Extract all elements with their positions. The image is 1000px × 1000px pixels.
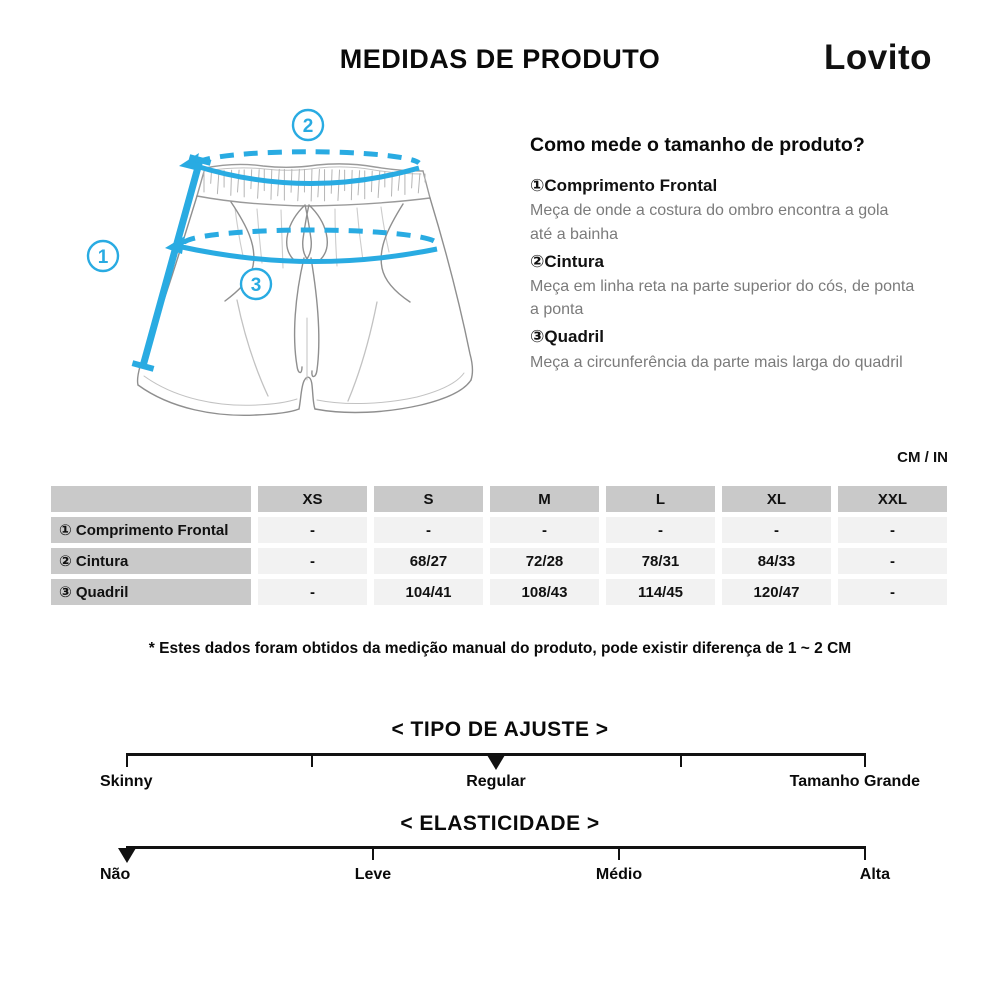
elasticity-label-leve: Leve bbox=[354, 866, 392, 883]
guide-item-cintura bbox=[530, 249, 915, 322]
callout-2 bbox=[293, 110, 323, 140]
table-header-row bbox=[51, 486, 947, 512]
fit-label-grande: Tamanho Grande bbox=[789, 773, 920, 790]
cell-value: 108/43 bbox=[490, 579, 599, 605]
size-table bbox=[44, 481, 954, 610]
unit-label: CM / IN bbox=[897, 449, 948, 466]
fit-tick bbox=[864, 753, 866, 767]
cell-value: 84/33 bbox=[722, 548, 831, 574]
cell-value: 114/45 bbox=[606, 579, 715, 605]
row-label: ③ Quadril bbox=[51, 579, 251, 605]
elasticity-tick bbox=[618, 846, 620, 860]
guide-item-num: ① bbox=[530, 176, 545, 195]
table-corner-cell bbox=[51, 486, 251, 512]
cell-value: - bbox=[606, 517, 715, 543]
cell-value: - bbox=[838, 579, 947, 605]
guide-item-desc: Meça a circunferência da parte mais larga do quadril bbox=[530, 353, 903, 371]
col-header-s: S bbox=[374, 486, 483, 512]
col-header-xxl: XXL bbox=[838, 486, 947, 512]
guide-item-num: ② bbox=[530, 251, 545, 271]
callout-1 bbox=[88, 241, 118, 271]
brand-logo: Lovito bbox=[824, 38, 932, 77]
svg-text:1: 1 bbox=[97, 247, 109, 268]
elasticity-tick bbox=[372, 846, 374, 860]
fit-scale-title: < TIPO DE AJUSTE > bbox=[391, 718, 609, 741]
fit-tick bbox=[126, 753, 128, 767]
guide-item-desc: Meça em linha reta na parte superior do cós, de ponta a ponta bbox=[530, 278, 915, 319]
row-label: ② Cintura bbox=[51, 548, 251, 574]
guide-item-desc: Meça de onde a costura do ombro encontra a gola até a bainha bbox=[530, 202, 889, 243]
row-label: ① Comprimento Frontal bbox=[51, 517, 251, 543]
svg-text:3: 3 bbox=[250, 275, 262, 296]
col-header-xl: XL bbox=[722, 486, 831, 512]
fit-label-regular: Regular bbox=[466, 773, 526, 790]
guide-item-name: Comprimento Frontal bbox=[544, 176, 718, 195]
cell-value: - bbox=[838, 517, 947, 543]
elasticity-label-nao: Não bbox=[100, 866, 131, 883]
cell-value: - bbox=[490, 517, 599, 543]
svg-text:2: 2 bbox=[302, 116, 314, 137]
elasticity-tick bbox=[864, 846, 866, 860]
fit-marker bbox=[487, 755, 505, 770]
cell-value: - bbox=[258, 517, 367, 543]
col-header-xs: XS bbox=[258, 486, 367, 512]
table-row bbox=[51, 517, 947, 543]
fit-scale bbox=[100, 753, 920, 813]
cell-value: - bbox=[838, 548, 947, 574]
table-row bbox=[51, 579, 947, 605]
guide-item-name: Quadril bbox=[544, 327, 604, 347]
cell-value: 72/28 bbox=[490, 548, 599, 574]
cell-value: 78/31 bbox=[606, 548, 715, 574]
elasticity-scale-line bbox=[127, 846, 865, 849]
fit-tick bbox=[311, 753, 313, 767]
cell-value: 120/47 bbox=[722, 579, 831, 605]
shorts-diagram bbox=[85, 108, 515, 448]
cell-value: 68/27 bbox=[374, 548, 483, 574]
table-row bbox=[51, 548, 947, 574]
guide-item-num: ③ bbox=[530, 327, 545, 347]
elasticity-marker bbox=[118, 848, 136, 863]
cell-value: - bbox=[374, 517, 483, 543]
elasticity-label-alta: Alta bbox=[859, 866, 890, 883]
elasticity-scale bbox=[100, 846, 890, 906]
page-title: MEDIDAS DE PRODUTO bbox=[339, 44, 661, 74]
measure-guide bbox=[530, 134, 915, 377]
guide-item-name: Cintura bbox=[544, 251, 604, 271]
elasticity-label-medio: Médio bbox=[595, 866, 643, 883]
guide-item-comprimento bbox=[530, 173, 915, 246]
col-header-l: L bbox=[606, 486, 715, 512]
fit-label-skinny: Skinny bbox=[100, 773, 153, 790]
callout-3 bbox=[241, 269, 271, 299]
footnote: * Estes dados foram obtidos da medição manual do produto, pode existir diferença de 1 ~ 2 CM bbox=[148, 640, 852, 657]
cell-value: - bbox=[722, 517, 831, 543]
guide-title: Como mede o tamanho de produto? bbox=[530, 134, 865, 156]
cell-value: - bbox=[258, 579, 367, 605]
measure-hip bbox=[165, 230, 437, 262]
cell-value: 104/41 bbox=[374, 579, 483, 605]
elasticity-scale-title: < ELASTICIDADE > bbox=[400, 812, 600, 835]
guide-item-quadril bbox=[530, 324, 915, 374]
cell-value: - bbox=[258, 548, 367, 574]
fit-tick bbox=[680, 753, 682, 767]
col-header-m: M bbox=[490, 486, 599, 512]
